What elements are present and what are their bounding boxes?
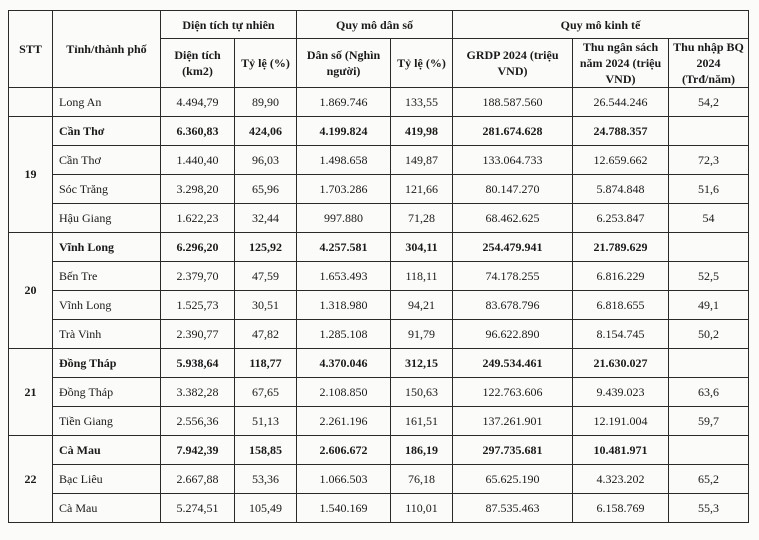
population-cell: 1.540.169 [297, 494, 391, 523]
area-pct-cell: 51,13 [235, 407, 297, 436]
table-row [9, 494, 749, 523]
grdp-cell: 281.674.628 [453, 117, 573, 146]
population-cell: 1.285.108 [297, 320, 391, 349]
population-cell: 1.653.493 [297, 262, 391, 291]
area-cell: 5.938,64 [161, 349, 235, 378]
province-name: Trà Vinh [53, 320, 161, 349]
grdp-cell: 297.735.681 [453, 436, 573, 465]
province-name: Bến Tre [53, 262, 161, 291]
grdp-cell: 254.479.941 [453, 233, 573, 262]
area-cell: 4.494,79 [161, 88, 235, 117]
budget-cell: 6.253.847 [573, 204, 669, 233]
stt-cell: 20 [9, 233, 53, 349]
income-cell: 50,2 [669, 320, 749, 349]
pop-pct-cell: 71,28 [391, 204, 453, 233]
province-name: Cần Thơ [53, 146, 161, 175]
population-cell: 4.370.046 [297, 349, 391, 378]
population-cell: 1.318.980 [297, 291, 391, 320]
budget-cell: 9.439.023 [573, 378, 669, 407]
province-name: Cà Mau [53, 436, 161, 465]
pop-pct-cell: 121,66 [391, 175, 453, 204]
income-cell [669, 436, 749, 465]
grdp-cell: 188.587.560 [453, 88, 573, 117]
budget-cell: 24.788.357 [573, 117, 669, 146]
budget-cell: 6.158.769 [573, 494, 669, 523]
table-row [9, 378, 749, 407]
area-cell: 2.556,36 [161, 407, 235, 436]
area-pct-cell: 125,92 [235, 233, 297, 262]
province-name: Vĩnh Long [53, 291, 161, 320]
income-cell: 49,1 [669, 291, 749, 320]
grdp-cell: 96.622.890 [453, 320, 573, 349]
population-cell: 1.066.503 [297, 465, 391, 494]
income-cell: 72,3 [669, 146, 749, 175]
budget-cell: 5.874.848 [573, 175, 669, 204]
budget-cell: 12.191.004 [573, 407, 669, 436]
province-stats-table [8, 10, 749, 523]
income-cell: 54,2 [669, 88, 749, 117]
header-stt: STT [9, 11, 53, 88]
pop-pct-cell: 312,15 [391, 349, 453, 378]
area-pct-cell: 96,03 [235, 146, 297, 175]
area-pct-cell: 118,77 [235, 349, 297, 378]
area-cell: 2.390,77 [161, 320, 235, 349]
pop-pct-cell: 76,18 [391, 465, 453, 494]
province-name: Vĩnh Long [53, 233, 161, 262]
header-grdp: GRDP 2024 (triệu VND) [453, 39, 573, 88]
province-name: Cà Mau [53, 494, 161, 523]
province-name: Long An [53, 88, 161, 117]
area-pct-cell: 30,51 [235, 291, 297, 320]
income-cell: 54 [669, 204, 749, 233]
stt-cell: 21 [9, 349, 53, 436]
stt-cell [9, 88, 53, 117]
stt-cell: 22 [9, 436, 53, 523]
pop-pct-cell: 304,11 [391, 233, 453, 262]
province-name: Cần Thơ [53, 117, 161, 146]
table-row [9, 233, 749, 262]
budget-cell: 12.659.662 [573, 146, 669, 175]
budget-cell: 21.630.027 [573, 349, 669, 378]
province-name: Bạc Liêu [53, 465, 161, 494]
area-pct-cell: 65,96 [235, 175, 297, 204]
grdp-cell: 133.064.733 [453, 146, 573, 175]
area-pct-cell: 89,90 [235, 88, 297, 117]
area-pct-cell: 47,59 [235, 262, 297, 291]
pop-pct-cell: 94,21 [391, 291, 453, 320]
area-cell: 3.382,28 [161, 378, 235, 407]
table-row [9, 204, 749, 233]
area-cell: 5.274,51 [161, 494, 235, 523]
grdp-cell: 87.535.463 [453, 494, 573, 523]
income-cell: 52,5 [669, 262, 749, 291]
table-row [9, 436, 749, 465]
budget-cell: 10.481.971 [573, 436, 669, 465]
area-pct-cell: 53,36 [235, 465, 297, 494]
header-budget: Thu ngân sách năm 2024 (triệu VND) [573, 39, 669, 88]
budget-cell: 4.323.202 [573, 465, 669, 494]
area-cell: 2.379,70 [161, 262, 235, 291]
budget-cell: 26.544.246 [573, 88, 669, 117]
header-income: Thu nhập BQ 2024 (Trđ/năm) [669, 39, 749, 88]
header-population: Dân số (Nghìn người) [297, 39, 391, 88]
income-cell [669, 117, 749, 146]
area-pct-cell: 47,82 [235, 320, 297, 349]
area-cell: 6.360,83 [161, 117, 235, 146]
header-row-group [9, 11, 749, 39]
income-cell: 63,6 [669, 378, 749, 407]
pop-pct-cell: 149,87 [391, 146, 453, 175]
pop-pct-cell: 110,01 [391, 494, 453, 523]
header-area: Diện tích (km2) [161, 39, 235, 88]
table-row [9, 407, 749, 436]
province-name: Tiền Giang [53, 407, 161, 436]
header-province: Tỉnh/thành phố [53, 11, 161, 88]
area-cell: 2.667,88 [161, 465, 235, 494]
pop-pct-cell: 91,79 [391, 320, 453, 349]
province-name: Đồng Tháp [53, 349, 161, 378]
area-cell: 7.942,39 [161, 436, 235, 465]
population-cell: 4.199.824 [297, 117, 391, 146]
table-row [9, 175, 749, 204]
province-name: Sóc Trăng [53, 175, 161, 204]
income-cell [669, 349, 749, 378]
budget-cell: 6.818.655 [573, 291, 669, 320]
grdp-cell: 74.178.255 [453, 262, 573, 291]
header-area-group: Diện tích tự nhiên [161, 11, 297, 39]
table-row [9, 291, 749, 320]
area-pct-cell: 67,65 [235, 378, 297, 407]
area-cell: 1.440,40 [161, 146, 235, 175]
grdp-cell: 249.534.461 [453, 349, 573, 378]
population-cell: 1.703.286 [297, 175, 391, 204]
income-cell [669, 233, 749, 262]
population-cell: 2.261.196 [297, 407, 391, 436]
income-cell: 59,7 [669, 407, 749, 436]
area-cell: 1.525,73 [161, 291, 235, 320]
pop-pct-cell: 161,51 [391, 407, 453, 436]
population-cell: 997.880 [297, 204, 391, 233]
pop-pct-cell: 186,19 [391, 436, 453, 465]
income-cell: 65,2 [669, 465, 749, 494]
grdp-cell: 137.261.901 [453, 407, 573, 436]
header-pop-pct: Tỷ lệ (%) [391, 39, 453, 88]
header-economy-group: Quy mô kinh tế [453, 11, 749, 39]
income-cell: 55,3 [669, 494, 749, 523]
table-row [9, 88, 749, 117]
grdp-cell: 68.462.625 [453, 204, 573, 233]
grdp-cell: 122.763.606 [453, 378, 573, 407]
area-pct-cell: 424,06 [235, 117, 297, 146]
pop-pct-cell: 150,63 [391, 378, 453, 407]
table-row [9, 349, 749, 378]
table-row [9, 320, 749, 349]
pop-pct-cell: 118,11 [391, 262, 453, 291]
stt-cell: 19 [9, 117, 53, 233]
population-cell: 2.606.672 [297, 436, 391, 465]
table-row [9, 262, 749, 291]
area-cell: 3.298,20 [161, 175, 235, 204]
area-cell: 1.622,23 [161, 204, 235, 233]
population-cell: 1.498.658 [297, 146, 391, 175]
population-cell: 1.869.746 [297, 88, 391, 117]
pop-pct-cell: 133,55 [391, 88, 453, 117]
header-population-group: Quy mô dân số [297, 11, 453, 39]
budget-cell: 6.816.229 [573, 262, 669, 291]
area-cell: 6.296,20 [161, 233, 235, 262]
grdp-cell: 80.147.270 [453, 175, 573, 204]
population-cell: 4.257.581 [297, 233, 391, 262]
grdp-cell: 65.625.190 [453, 465, 573, 494]
area-pct-cell: 32,44 [235, 204, 297, 233]
table-row [9, 117, 749, 146]
table-row [9, 465, 749, 494]
province-name: Hậu Giang [53, 204, 161, 233]
pop-pct-cell: 419,98 [391, 117, 453, 146]
grdp-cell: 83.678.796 [453, 291, 573, 320]
header-area-pct: Tỷ lệ (%) [235, 39, 297, 88]
area-pct-cell: 105,49 [235, 494, 297, 523]
province-name: Đồng Tháp [53, 378, 161, 407]
budget-cell: 8.154.745 [573, 320, 669, 349]
area-pct-cell: 158,85 [235, 436, 297, 465]
table-row [9, 146, 749, 175]
budget-cell: 21.789.629 [573, 233, 669, 262]
population-cell: 2.108.850 [297, 378, 391, 407]
income-cell: 51,6 [669, 175, 749, 204]
